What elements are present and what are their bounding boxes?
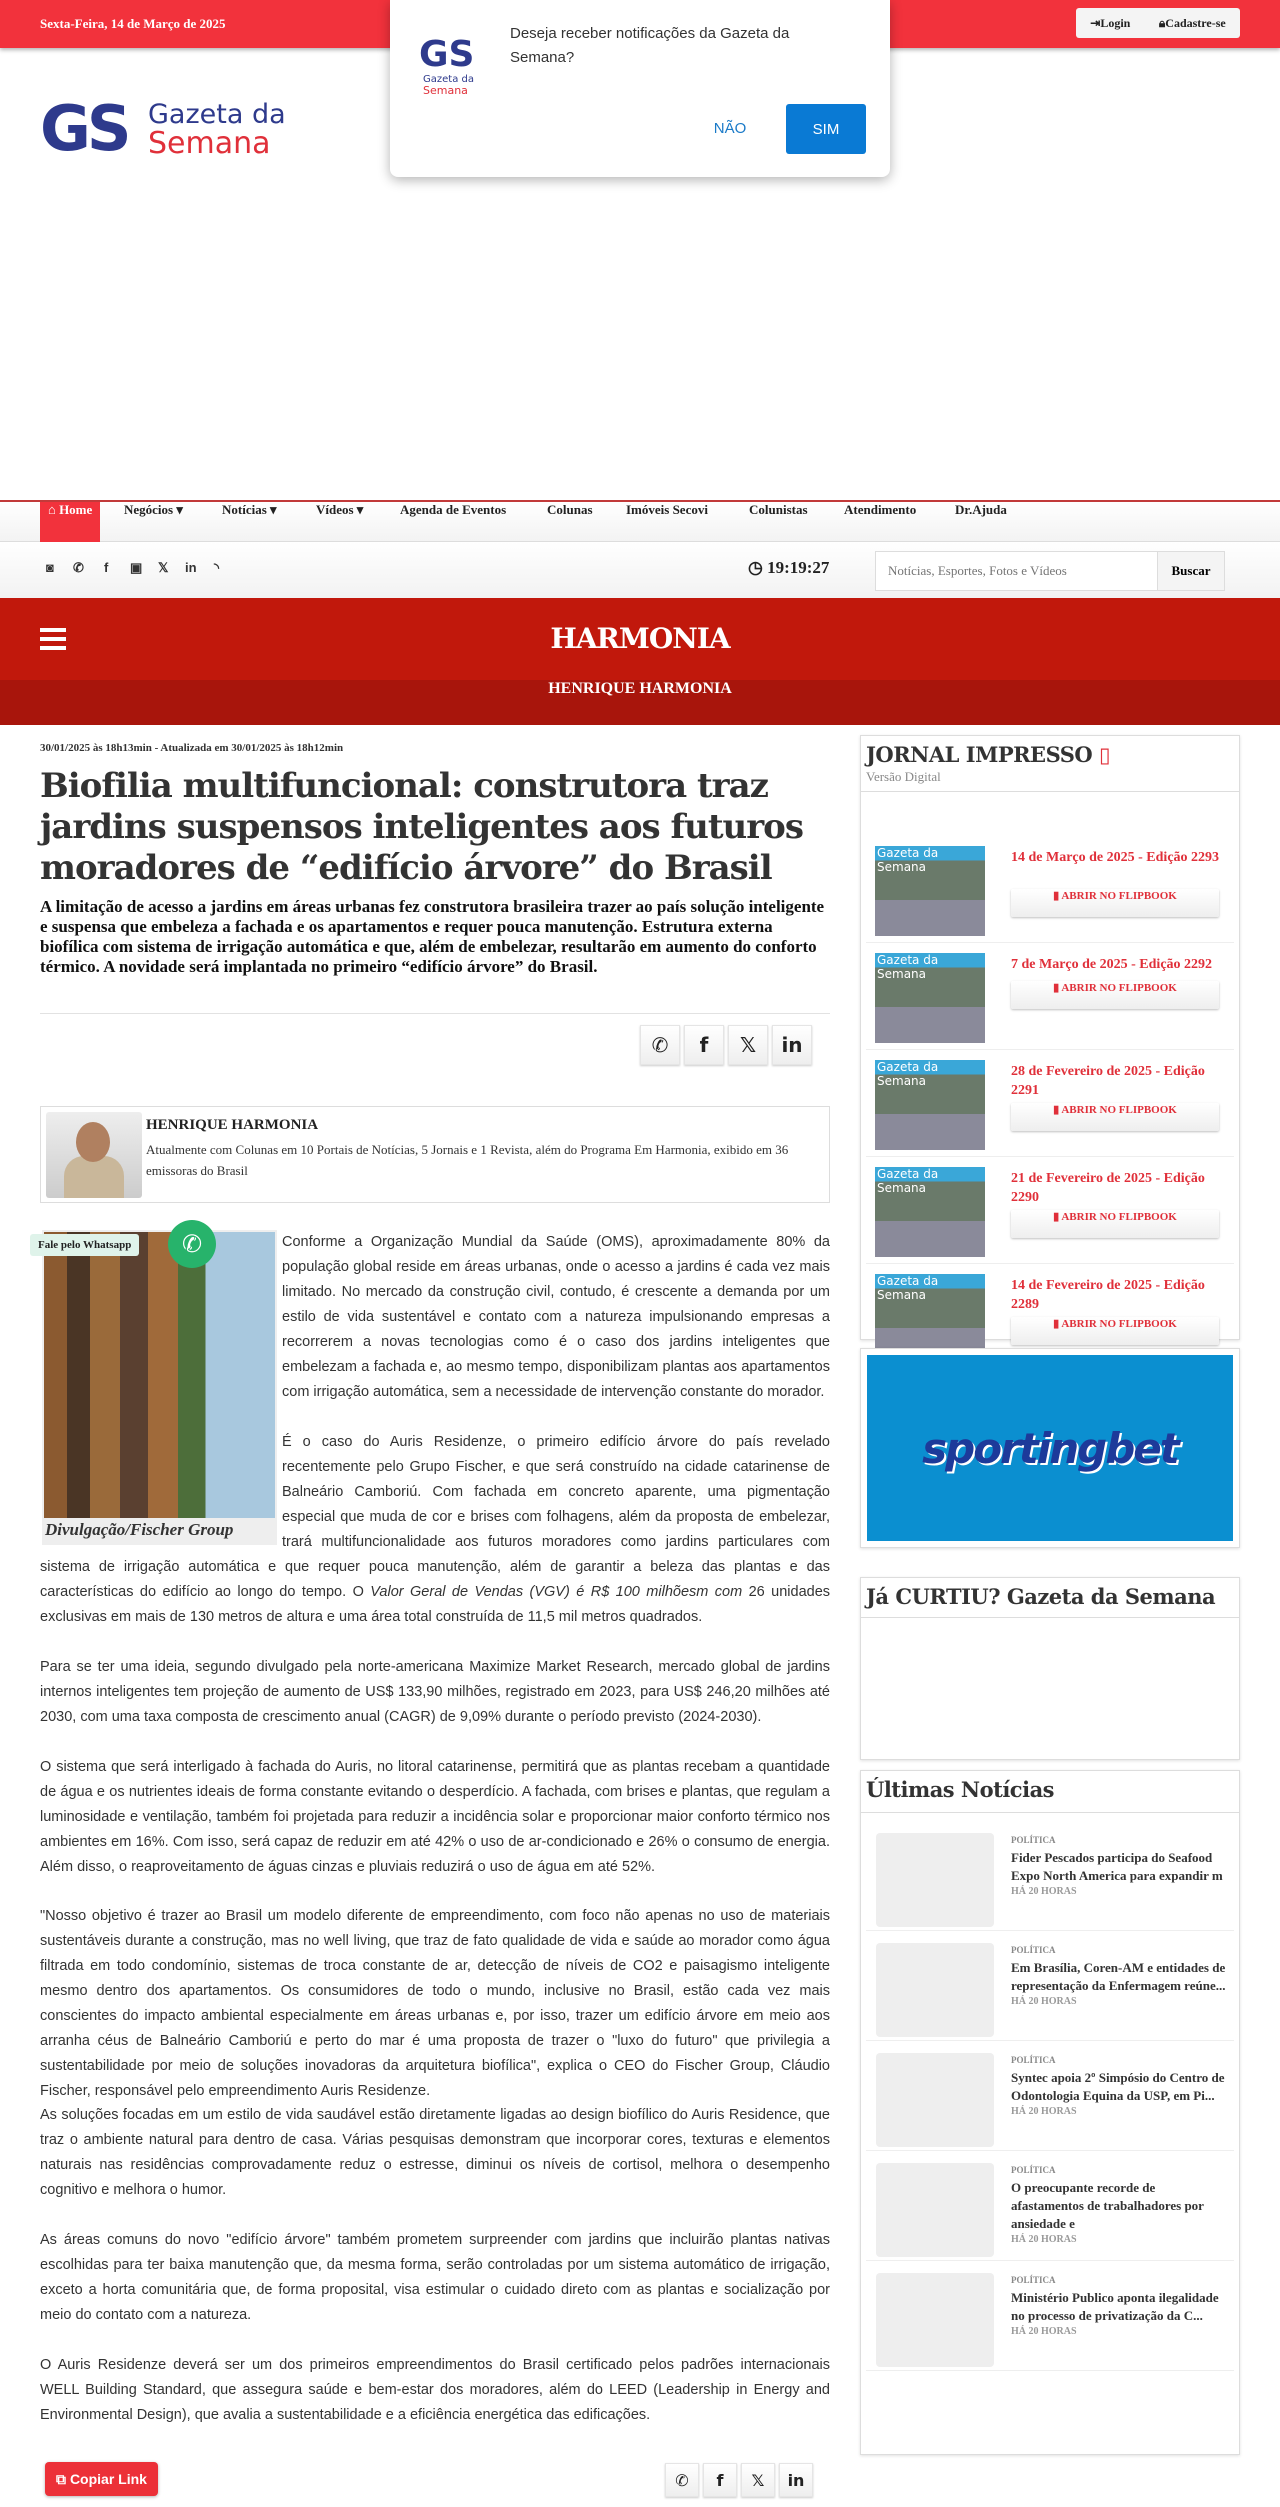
news-category: POLÍTICA xyxy=(1011,2275,1056,2285)
share-facebook-icon[interactable]: f xyxy=(703,2463,737,2497)
news-title[interactable]: O preocupante recorde de afastamentos de trabalhadores por ansiedade e xyxy=(1011,2180,1204,2231)
nav-atendimento[interactable]: Atendimento xyxy=(844,502,917,517)
news-item[interactable] xyxy=(866,1931,1234,2041)
social-bar xyxy=(0,542,1280,598)
nav-negocios[interactable]: Negócios ▾ xyxy=(124,502,183,517)
news-time: HÁ 20 HORAS xyxy=(1011,1886,1077,1897)
edition-item xyxy=(866,836,1234,943)
nav-drajuda[interactable]: Dr.Ajuda xyxy=(955,502,1007,517)
svg-text:GS: GS xyxy=(419,34,475,75)
news-category: POLÍTICA xyxy=(1011,1835,1056,1845)
nav-agenda[interactable]: Agenda de Eventos xyxy=(400,502,507,517)
author-avatar xyxy=(46,1112,142,1198)
edition-item xyxy=(866,1157,1234,1264)
whatsapp-icon[interactable]: ✆ xyxy=(73,560,84,575)
share-buttons-top xyxy=(640,1025,812,1065)
article-lead: A limitação de acesso a jardins em áreas urbanas fez construtora brasileira trazer ao país solução inteligente e suspensa que embeleza a fachada e os apartamentos e requer pouca manutenção. Estrutura externa biofílica com sistema de irrigação automática e que, além de embelezar, resultarão em aumento do conforto térmico. A novidade será implantada no primeiro “edifício árvore” do Brasil. xyxy=(40,897,825,976)
edition-cover[interactable]: Gazeta da Semana xyxy=(875,1167,985,1257)
news-category: POLÍTICA xyxy=(1011,2165,1056,2175)
accept-button[interactable]: SIM xyxy=(786,104,866,154)
latest-news-widget xyxy=(860,1770,1240,2455)
mobile-icon: ▯ xyxy=(1099,742,1111,767)
whatsapp-label[interactable]: Fale pelo Whatsapp xyxy=(30,1234,139,1256)
home-icon: ⌂ xyxy=(48,502,60,517)
nav-noticias[interactable]: Notícias ▾ xyxy=(222,502,277,517)
open-flipbook-button[interactable]: ▮ ABRIR NO FLIPBOOK xyxy=(1011,1103,1219,1131)
open-flipbook-button[interactable]: ▮ ABRIR NO FLIPBOOK xyxy=(1011,981,1219,1009)
news-title[interactable]: Ministério Publico aponta ilegalidade no processo de privatização da C... xyxy=(1011,2290,1219,2323)
open-flipbook-button[interactable]: ▮ ABRIR NO FLIPBOOK xyxy=(1011,1317,1219,1345)
news-time: HÁ 20 HORAS xyxy=(1011,2234,1077,2245)
file-icon: ▮ xyxy=(1053,1104,1062,1116)
widget-subtitle: Versão Digital xyxy=(861,767,1239,792)
news-thumbnail[interactable] xyxy=(876,2273,994,2367)
edition-cover[interactable]: Gazeta da Semana xyxy=(875,1274,985,1364)
search-input[interactable] xyxy=(875,551,1157,591)
news-thumbnail[interactable] xyxy=(876,2163,994,2257)
copy-icon: ⧉ xyxy=(56,2471,70,2487)
paragraph: "Nosso objetivo é trazer ao Brasil um modelo diferente de empreendimento, com foco não apenas no uso de materiais sustentáveis durante a construção, mas no well living, que traz de fato qualidade de vida e saúde ao morador como água filtrada em todo condomínio, sistemas de troca constante de ar, detecção de níveis de CO2 e paisagismo inteligente mesmo dentro dos apartamentos. Os consumidores de todo o mundo, inclusive no Brasil, estão cada vez mais conscientes do impacto ambiental especialmente em áreas urbanas e, por isso, trazer um edifício árvore em meio aos arranha céus de Balneário Camboriú e perto do mar é uma proposta de trazer o "luxo do futuro" que privilegia a sustentabilidade por meio de soluções inovadoras da arquitetura biofílica", explica o CEO do Fischer Group, Cláudio Fischer, responsável pelo empreendimento Auris Residenze. xyxy=(40,1908,830,2099)
file-icon: ▮ xyxy=(1053,1211,1062,1223)
author-box xyxy=(40,1106,830,1203)
nav-colunas[interactable]: Colunas xyxy=(547,502,593,517)
image-caption: Divulgação/Fischer Group xyxy=(45,1520,234,1539)
news-time: HÁ 20 HORAS xyxy=(1011,2326,1077,2337)
edition-title[interactable]: 28 de Fevereiro de 2025 - Edição 2291 xyxy=(1011,1064,1205,1098)
author-bio: Atualmente com Colunas em 10 Portais de Notícias, 5 Jornais e 1 Revista, além do Programa Em Harmonia, exibido em 36 emissoras do Brasil xyxy=(146,1142,789,1178)
share-buttons-bottom xyxy=(665,2463,813,2497)
share-x-icon[interactable]: 𝕏 xyxy=(728,1025,768,1065)
login-button[interactable]: ⇥Login xyxy=(1090,15,1131,30)
widget-title: Já CURTIU? Gazeta da Semana xyxy=(861,1578,1239,1618)
section-title: HARMONIA xyxy=(550,622,730,655)
edition-item xyxy=(866,1050,1234,1157)
news-time: HÁ 20 HORAS xyxy=(1011,2106,1077,2117)
news-item[interactable] xyxy=(866,2261,1234,2371)
widget-title: JORNAL IMPRESSO xyxy=(866,742,1093,767)
news-title[interactable]: Syntec apoia 2º Simpósio do Centro de Odontologia Equina da USP, em Pi... xyxy=(1011,2070,1225,2103)
nav-home[interactable]: ⌂ Home xyxy=(40,502,100,542)
linkedin-icon[interactable]: in xyxy=(185,560,197,575)
nav-imoveis[interactable]: Imóveis Secovi xyxy=(626,502,708,517)
news-item[interactable] xyxy=(866,2041,1234,2151)
paragraph: Para se ter uma ideia, segundo divulgado pela norte-americana Maximize Market Research, mercado global de jardins internos inteligentes tem projeção de aumento de US$ 133,90 milhões, registrado em 2023, para US$ 246,20 milhões até 2030, com uma taxa composta de crescimento anual (CAGR) de 9,09% durante o período previsto (2024-2030). xyxy=(40,1659,830,1725)
advertisement[interactable] xyxy=(860,1348,1240,1548)
edition-title[interactable]: 14 de Fevereiro de 2025 - Edição 2289 xyxy=(1011,1278,1205,1312)
share-linkedin-icon[interactable]: in xyxy=(779,2463,813,2497)
file-icon: ▮ xyxy=(1053,890,1062,902)
news-category: POLÍTICA xyxy=(1011,1945,1056,1955)
youtube-icon[interactable]: ▣ xyxy=(130,560,143,575)
svg-text:Gazeta da: Gazeta da xyxy=(423,74,474,85)
share-whatsapp-icon[interactable]: ✆ xyxy=(640,1025,680,1065)
edition-cover[interactable]: Gazeta da Semana xyxy=(875,1060,985,1150)
whatsapp-icon: ✆ xyxy=(181,1230,203,1258)
column-name[interactable]: HENRIQUE HARMONIA xyxy=(0,680,1280,725)
copy-link-button[interactable]: ⧉ Copiar Link xyxy=(45,2462,158,2496)
share-x-icon[interactable]: 𝕏 xyxy=(741,2463,775,2497)
print-edition-widget xyxy=(860,735,1240,1340)
edition-title[interactable]: 7 de Março de 2025 - Edição 2292 xyxy=(1011,957,1213,972)
article-meta: 30/01/2025 às 18h13min - Atualizada em 30/01/2025 às 18h12min xyxy=(40,742,344,754)
divider xyxy=(40,1013,830,1014)
news-thumbnail[interactable] xyxy=(876,2053,994,2147)
share-facebook-icon[interactable]: f xyxy=(684,1025,724,1065)
current-date: Sexta-Feira, 14 de Março de 2025 xyxy=(40,16,226,31)
edition-item xyxy=(866,943,1234,1050)
rss-icon[interactable]: ◝ xyxy=(214,560,220,575)
edition-cover[interactable]: Gazeta da Semana xyxy=(875,953,985,1043)
nav-colunistas[interactable]: Colunistas xyxy=(749,502,808,517)
building-photo xyxy=(44,1232,275,1518)
news-item[interactable] xyxy=(866,1821,1234,1931)
x-icon[interactable]: 𝕏 xyxy=(158,560,169,575)
nav-videos[interactable]: Vídeos ▾ xyxy=(316,502,364,517)
edition-title[interactable]: 21 de Fevereiro de 2025 - Edição 2290 xyxy=(1011,1171,1205,1205)
notification-prompt xyxy=(390,0,890,177)
news-category: POLÍTICA xyxy=(1011,2055,1056,2065)
article-image xyxy=(42,1230,277,1545)
paragraph: O Auris Residenze deverá ser um dos primeiros empreendimentos do Brasil certificado pelos padrões internacionais WELL Building Standard, que assegura saúde e bem-estar dos moradores, além do LEED (Leadership in Energy and Environmental Design), que avalia a sustentabilidade e a eficiência energética das edificações. xyxy=(40,2357,830,2423)
lock-icon: 🔒︎ xyxy=(1158,15,1166,30)
article-title: Biofilia multifuncional: construtora traz jardins suspensos inteligentes aos futuros moradores de “edifício árvore” do Brasil xyxy=(40,766,803,888)
svg-text:Semana: Semana xyxy=(148,126,271,160)
decline-button[interactable]: NÃO xyxy=(690,104,770,154)
whatsapp-float-button[interactable] xyxy=(168,1220,216,1268)
main-nav xyxy=(0,500,1280,542)
news-title[interactable]: Fider Pescados participa do Seafood Expo North America para expandir m xyxy=(1011,1850,1223,1883)
popup-logo xyxy=(415,28,495,98)
news-thumbnail[interactable] xyxy=(876,1833,994,1927)
news-time: HÁ 20 HORAS xyxy=(1011,1996,1077,2007)
paragraph: É o caso do Auris Residenze, o primeiro edifício árvore do país revelado recentemente pelo Grupo Fischer, e que será construído na cidade catarinense de Balneário Camboriú. Com fachada em concreto aparente, uma pigmentação especial que muda de cor e brises com folhagens, além da proposta de embelezar, trará multifuncionalidade aos futuros moradores como jardins particulares com sistema de irrigação automática e que requer pouca manutenção, além de garantir a beleza das plantas e das características do edifício ao longo do tempo. O Valor Geral de Vendas (VGV) é R$ 100 milhõesm com 26 unidades exclusivas em mais de 130 metros de altura e uma área total construída de 11,5 mil metros quadrados. xyxy=(40,1434,831,1625)
open-flipbook-button[interactable]: ▮ ABRIR NO FLIPBOOK xyxy=(1011,1210,1219,1238)
svg-text:GS: GS xyxy=(40,95,128,160)
paragraph: As soluções focadas em um estilo de vida saudável estão diretamente ligadas ao design biofílico do Auris Residence, que traz o ambiente natural para dentro de casa. Várias pesquisas demonstram que incorporar cores, texturas e elementos naturais nas residências comprovadamente reduz o estresse, diminui os níveis de cortisol, melhora o desempenho cognitivo e melhora o humor. xyxy=(40,2107,830,2198)
section-banner xyxy=(0,598,1280,680)
widget-title: Últimas Notícias xyxy=(861,1771,1239,1813)
search-button[interactable]: Buscar xyxy=(1157,551,1225,591)
site-logo[interactable] xyxy=(40,95,300,160)
share-whatsapp-icon[interactable]: ✆ xyxy=(665,2463,699,2497)
paragraph: O sistema que será interligado à fachada do Auris, no litoral catarinense, permitirá que as plantas recebam a quantidade de água e os nutrientes ideais de forma constante evitando o desperdício. A fachada, com brises e plantas, que regulam a luminosidade e ventilação, também foi projetada para reduzir a incidência solar e proporcionar maior conforto térmico nos ambientes em 16%. Com isso, será capaz de reduzir em até 42% o uso de ar-condicionado e 26% o consumo de energia. Além disso, o reaproveitamento de águas cinzas e pluviais reduzirá o uso de água em até 52%. xyxy=(40,1759,830,1875)
clock-icon: ◷ xyxy=(748,558,768,577)
news-thumbnail[interactable] xyxy=(876,1943,994,2037)
clock: ◷ 19:19:27 xyxy=(748,558,830,577)
facebook-like-widget xyxy=(860,1577,1240,1760)
svg-text:Semana: Semana xyxy=(423,84,468,97)
news-item[interactable] xyxy=(866,2151,1234,2261)
share-linkedin-icon[interactable]: in xyxy=(772,1025,812,1065)
login-icon: ⇥ xyxy=(1090,15,1101,30)
ad-text: sportingbet xyxy=(922,1423,1178,1473)
paragraph: As áreas comuns do novo "edifício árvore" também prometem surpreender com jardins que incluirão plantas nativas escolhidas para ter baixa manutenção que, da mesma forma, serão controladas por um sistema automático de irrigação, exceto a horta comunitária que, de forma proposital, visa estimular o cuidado direto com as plantas e socialização por meio do contato com a natureza. xyxy=(40,2232,830,2323)
instagram-icon[interactable]: ◙ xyxy=(46,560,54,575)
edition-title[interactable]: 14 de Março de 2025 - Edição 2293 xyxy=(1011,850,1220,865)
edition-cover[interactable]: Gazeta da Semana xyxy=(875,846,985,936)
file-icon: ▮ xyxy=(1053,982,1062,994)
file-icon: ▮ xyxy=(1053,1318,1062,1330)
svg-text:Gazeta da: Gazeta da xyxy=(148,99,286,130)
author-name[interactable]: HENRIQUE HARMONIA xyxy=(146,1117,319,1133)
news-title[interactable]: Em Brasília, Coren-AM e entidades de representação da Enfermagem reúne... xyxy=(1011,1960,1226,1993)
signup-button[interactable]: 🔒︎Cadastre-se xyxy=(1158,15,1226,30)
auth-buttons xyxy=(1076,8,1240,38)
facebook-icon[interactable]: f xyxy=(104,560,109,575)
paragraph: Conforme a Organização Mundial da Saúde (OMS), aproximadamente 80% da população global reside em áreas urbanas, onde o acesso a jardins é cada vez mais limitado. No mercado da construção civil, contudo, é crescente a demanda por um estilo de vida sustentável e contato com a natureza impulsionando empresas a recorrerem a novas tecnologias como é o caso dos jardins inteligentes que embelezam a fachada e, ao mesmo tempo, disponibilizam plantas aos apartamentos com irrigação automática, sem a necessidade de intervenção constante do morador. xyxy=(282,1234,830,1400)
open-flipbook-button[interactable]: ▮ ABRIR NO FLIPBOOK xyxy=(1011,889,1219,917)
popup-message: Deseja receber notificações da Gazeta da Semana? xyxy=(510,25,790,66)
